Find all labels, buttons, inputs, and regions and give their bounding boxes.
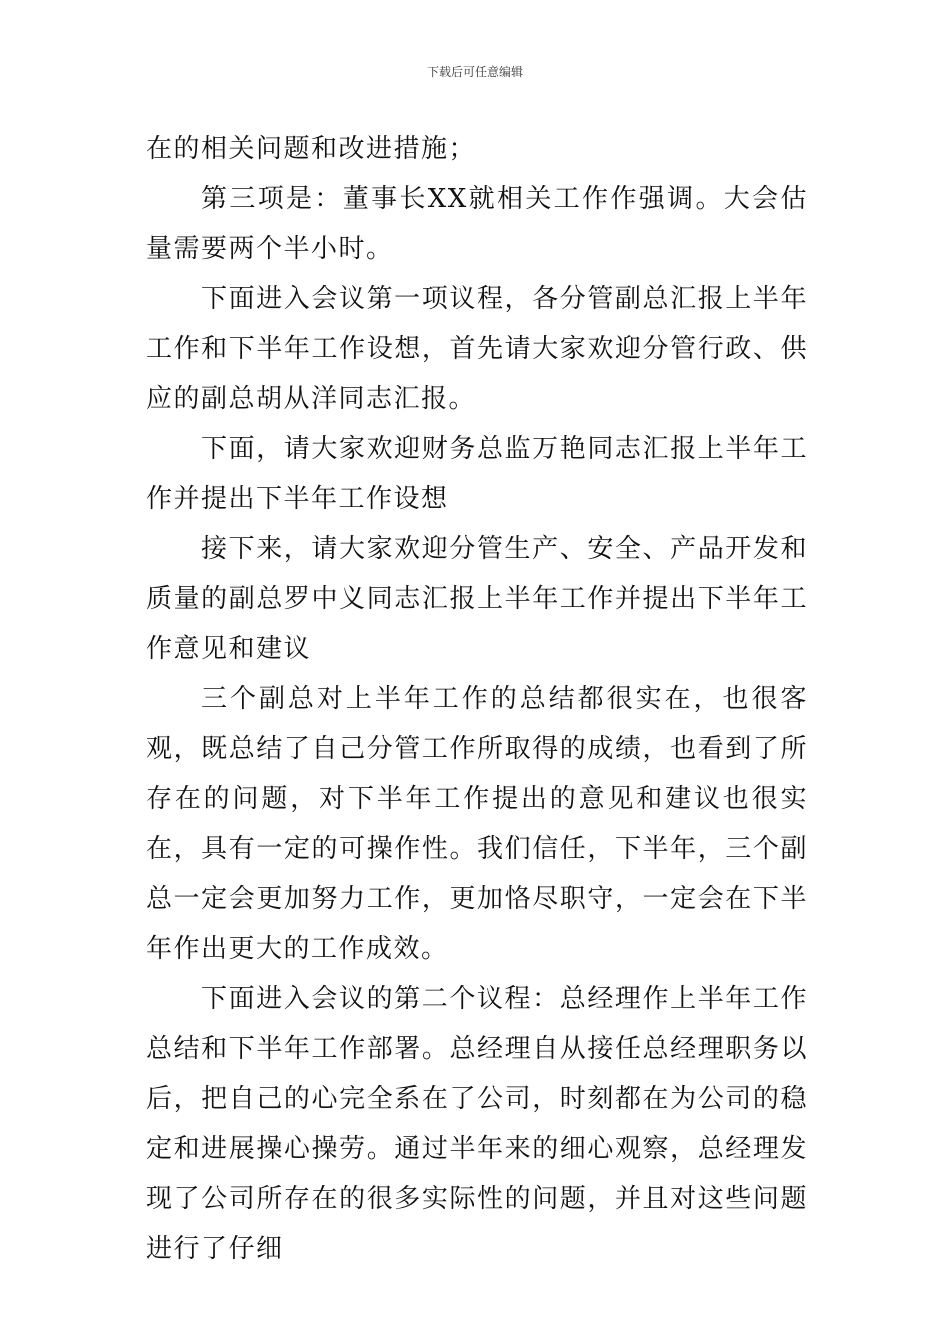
- paragraph-3: 下面进入会议第一项议程，各分管副总汇报上半年工作和下半年工作设想，首先请大家欢迎分管行政、供应的副总胡从洋同志汇报。: [146, 284, 808, 414]
- page-header-note: 下载后可任意编辑: [426, 65, 523, 79]
- paragraph-5: 接下来，请大家欢迎分管生产、安全、产品开发和质量的副总罗中义同志汇报上半年工作并提出下半年工作意见和建议: [146, 534, 808, 664]
- document-body: [146, 124, 808, 1274]
- paragraph-1: 在的相关问题和改进措施；: [146, 134, 477, 164]
- paragraph-7: 下面进入会议的第二个议程：总经理作上半年工作总结和下半年工作部署。总经理自从接任总经理职务以后，把自己的心完全系在了公司，时刻都在为公司的稳定和进展操心操劳。通过半年来的细心观察，总经理发现了公司所存在的很多实际性的问题，并且对这些问题进行了仔细: [146, 984, 808, 1264]
- paragraph-4: 下面，请大家欢迎财务总监万艳同志汇报上半年工作并提出下半年工作设想: [146, 434, 808, 514]
- paragraph-6: 三个副总对上半年工作的总结都很实在，也很客观，既总结了自己分管工作所取得的成绩，也看到了所存在的问题，对下半年工作提出的意见和建议也很实在，具有一定的可操作性。我们信任，下半年，三个副总一定会更加努力工作，更加恪尽职守，一定会在下半年作出更大的工作成效。: [146, 684, 808, 964]
- paragraph-2: 第三项是：董事长XX就相关工作作强调。大会估量需要两个半小时。: [146, 184, 808, 264]
